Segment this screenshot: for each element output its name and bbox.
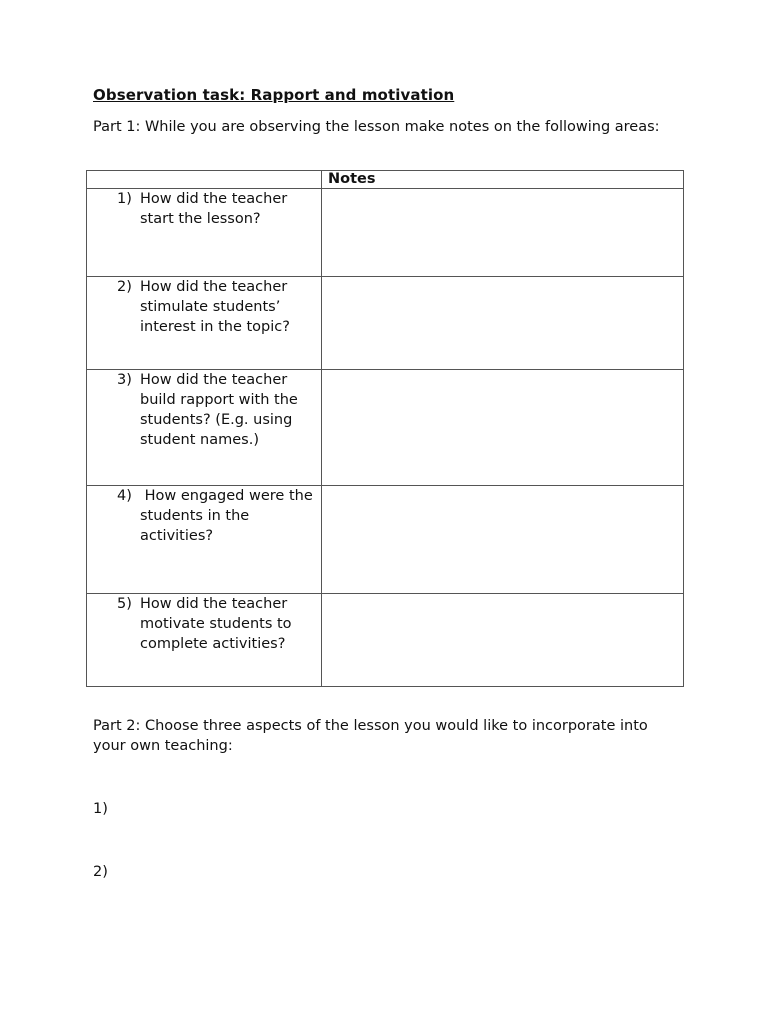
table-row <box>87 277 684 370</box>
question-cell <box>87 486 322 594</box>
notes-column-header: Notes <box>322 171 684 189</box>
question-text: How did the teacher start the lesson? <box>140 191 288 227</box>
part1-instructions: Part 1: While you are observing the lesson make notes on the following areas: <box>93 119 660 135</box>
notes-cell[interactable] <box>322 189 684 277</box>
table-row <box>87 486 684 594</box>
answer-item-1: 1) <box>93 801 108 817</box>
question-cell <box>87 189 322 277</box>
part2-instructions: Part 2: Choose three aspects of the lesson you would like to incorporate into your own teaching: <box>93 718 648 754</box>
notes-cell[interactable] <box>322 277 684 370</box>
table-row <box>87 370 684 486</box>
table-row <box>87 594 684 687</box>
table-row <box>87 189 684 277</box>
observation-table <box>86 170 684 687</box>
notes-cell[interactable] <box>322 370 684 486</box>
question-number: 4) <box>117 488 132 504</box>
question-number: 2) <box>117 279 132 295</box>
question-text: How did the teacher motivate students to complete activities? <box>140 596 292 652</box>
question-number: 3) <box>117 372 132 388</box>
answer-item-2: 2) <box>93 864 108 880</box>
table-header-row <box>87 171 684 189</box>
question-cell <box>87 594 322 687</box>
question-text: How did the teacher build rapport with the students? (E.g. using student names.) <box>140 372 298 448</box>
document-title: Observation task: Rapport and motivation <box>93 86 455 104</box>
notes-cell[interactable] <box>322 594 684 687</box>
notes-cell[interactable] <box>322 486 684 594</box>
question-number: 5) <box>117 596 132 612</box>
question-cell <box>87 370 322 486</box>
question-cell <box>87 277 322 370</box>
question-text: How engaged were the students in the activities? <box>140 488 318 544</box>
question-text: How did the teacher stimulate students’ interest in the topic? <box>140 279 290 335</box>
question-number: 1) <box>117 191 132 207</box>
question-column-header <box>87 171 322 189</box>
